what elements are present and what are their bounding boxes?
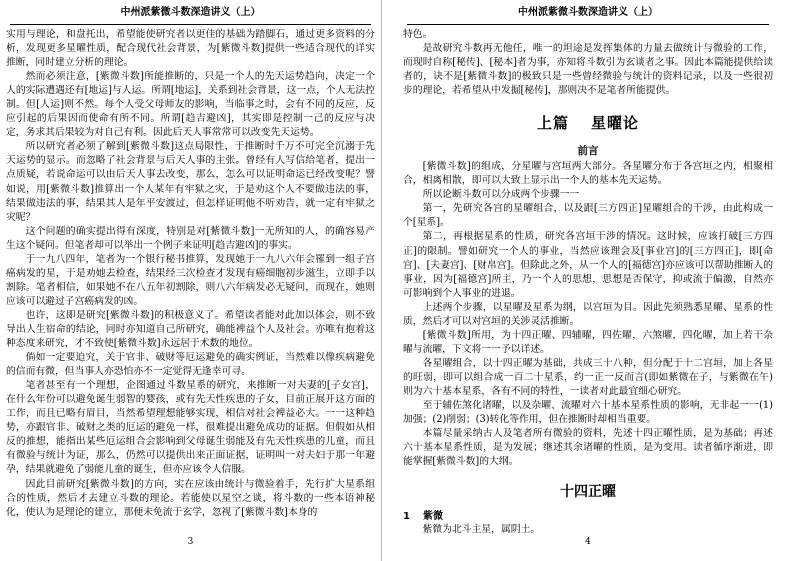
section-title: 十四正曜	[560, 484, 616, 501]
paragraph: [紫微斗数]的组成，分星曜与宫垣两大部分。各星曜分布于各宫垣之内，相聚相合，相离相散，即可以大致上显示出一个人的基本先天运势。	[403, 161, 773, 187]
entry-paragraph: 紫微为北斗主星，属阴土。	[422, 524, 541, 536]
paragraph: 实用与理论，和盘托出，希望能使研究者以更佳的基础为踏脚石，通过更多资料的分析，发现更多星曜性质，配合现代社会背景，为[紫微斗数]提供一些适合现代的详实推断，同时建立分析的理论。	[6, 29, 375, 69]
left-page-header: 中州派紫微斗数深造讲义（上）	[10, 0, 371, 25]
paragraph: 第二，再根据星系的性质，研究各宫垣干涉的情况。这时候，应该打破[三方四正]的限制。譬如研究一个人的事业，当然应该理会及[事业宫]的[三方四正]，即[命宫]、[夫妻宫]、[财帛宫]。但除此之外，从一个人的[福德宫]亦应该可以帮助推断人的事业，因为[福德宫]所主，乃一个人的思想，思想是否保守，抑或流于偏激，自然亦可影响到个人事业的进退。	[403, 231, 773, 299]
entry-number: 1	[403, 511, 410, 523]
paragraph: 各星曜组合，以十四正曜为基础，共成三十八种，但分配于十二宫垣，加上各星的旺弱，即可以组合成一百二十星系，约一正一反而言(即如紫微在子，与紫微在午)则为六十基本星系，各有不同的特性，一读者对此最宜细心研究。	[403, 357, 773, 397]
right-page-number: 4	[585, 537, 591, 547]
paragraph: 是故研究斗数再无他任，唯一的坦途是发挥集体的力量去做统计与微验的工作，而现时自称[秘传]、[秘本]者为事，亦知将斗数引为玄谈者之事。因此本篇能提供给读者的，诀不是[紫微斗数]的极致只是一些曾经微验与统计的资料记录，以及一些很初步的理论，若希望从中发掘[秘传]，那则决不是笔者所能提供。	[403, 43, 773, 97]
paragraph: 特色。	[403, 29, 433, 40]
left-page-number: 3	[187, 537, 194, 547]
chapter-title	[403, 112, 773, 133]
right-page-header: 中州派紫微斗数深造讲义（上）	[407, 0, 769, 25]
preface-title: 前言	[577, 145, 599, 158]
paragraph: 至于辅佐煞化诸曜，以及杂曜、流曜对六十基本星系性质的影响，无非起一一(1)加强；(2)削弱；(3)转化等作用，但在推断时却相当重要。	[403, 400, 773, 426]
entry-title-text: 紫微	[423, 511, 443, 523]
paragraph: 本篇尽量采纳古人及笔者所有微验的资料，先述十四正曜性质，是为基础；再述六十基本星系性质，是为发展；继述其余诸曜的性质，是为变用。读者循序渐进，即能掌握[紫微斗数]的大纲。	[403, 428, 773, 468]
paragraph: 所以研究者必须了解到[紫微斗数]这点局限性，于推断时千万不可完全沉溺于先天运势的显示。而忽略了社会背景与后天人事的主张。曾经有人写信给笔者，提出一点质疑，若说命运可以由后天人事去改变，那么，怎么可以证明命运已经改变呢？譬如说，用[紫微斗数]推算出一个人某年有牢狱之灾，于是劝这个人不要做违法的事，结果做违法的事，结果其人是年平安渡过，但怎样证明他不听劝告，就一定有牢狱之灾呢？	[6, 141, 375, 223]
chapter-title-part: 上篇	[536, 114, 569, 133]
paragraph: [紫微斗数]所用，为十四正曜、四辅曜，四佐曜，六煞曜，四化曜，加上若干杂曜与流曜，下文将一一予以详述。	[403, 329, 773, 355]
paragraph: 然而必须注意，[紫微斗数]所能推断的，只是一个人的先天运势趋向，决定一个人的实际遭遇还有[地运]与人运。所谓[地运]，关系到社会背景，这一点，个人无法控制。但[人运]则不然。每个人受父母师友的影响，当临事之时，会有不同的反应，反应引起的后果因而使命有所不同。所谓[趋吉避凶]，其实即是控制一己的反应与决定，务求其后果较为对自己有利。因此后天人事常常可以改变先天运势。	[6, 71, 375, 139]
right-page-body-top	[403, 28, 773, 98]
right-page	[397, 0, 779, 561]
paragraph: 于一九八四年，笔者为一个银行秘书推算，发现她于一九八六年会罹到一组子宫癌病发的星，于是劝她去检查，结果经三次检查才发现有癌细胞初步滋生，立即手以割除。笔者相信，如果她不在八五年初割除，则八六年病发必无疑问，而现在，她则应该可以避过子宫癌病发的凶。	[6, 253, 375, 307]
paragraph: 上述两个步骤，以星曜及星系为纲，以宫垣为目。因此先须熟悉星曜、星系的性质，然后才可以对宫垣的关涉灵活推断。	[403, 301, 773, 327]
paragraph: 笔者甚至有一个理想，企图通过斗数星系的研究，来推断一对夫妻的[子女宫]，在什么年份可以避免诞生弱智的婴孩，或有先天性疾患的子女，目前正展开这方面的工作，而且已略有眉目，当然希望理想能够实现，相信对社会裨益必大。一一这种趋势，亦跟官非、破财之类的厄运的避免一样，很难提出避免成功的证据。但假如从相反的推想，能指出某些厄运组合会影响到父母诞生弱能及有先天性疾患的儿童，而且有微验与统计为证，那么，仍然可以提供出来正面证据，证明叫一对夫妇于那一年避孕，结果就避免了弱能儿童的诞生，但亦应该令人信服。	[6, 380, 375, 476]
paragraph: 也许，这即是研究[紫微斗数]的积极意义了。希望读者能对此加以体会，则不致导出人生宿命的结论，同时亦知道自己所研究，确能裨益个人及社会。亦唯有抱着这种态度来研究，才不致使[紫微斗数]永远居于术数的地位。	[6, 309, 375, 350]
right-page-body-mid	[403, 160, 773, 469]
left-page-body	[6, 28, 375, 520]
paragraph: 第一，先研究各宫的星曜组合，以及跟[三方四正]星曜组合的干涉，由此构成一个[星系]。	[403, 203, 773, 229]
chapter-title-name: 星曜论	[591, 114, 640, 133]
entry-title	[403, 507, 773, 522]
left-page	[0, 0, 382, 561]
paragraph: 所以论断斗数可以分成两个步骤一一	[422, 189, 580, 201]
paragraph: 因此目前研究[紫微斗数]的方向，实在应该由统计与微验着手，先行扩大星系组合的性质，然后才去建立斗数的理论。若能使以星空之谈，将斗数的一些本语神秘化，使认为是理论的建立，那便未免流于玄学，忽视了[紫微斗数]本身的	[6, 478, 375, 518]
paragraph: 这个问题的确实提出得有深度，特别是对[紫微斗数]一无所知的人，的确容易产生这个疑问。但笔者却可以举出一个例子来证明[趋吉避凶]的事实。	[6, 225, 375, 251]
entry-body	[403, 523, 773, 537]
paragraph: 倘如一定要迫究，关于官非、破财等厄运避免的确实例证，当然难以像疾病避免的信而有微，但当事人亦恐怕亦不一定觉得无逢幸可寻。	[6, 352, 375, 378]
